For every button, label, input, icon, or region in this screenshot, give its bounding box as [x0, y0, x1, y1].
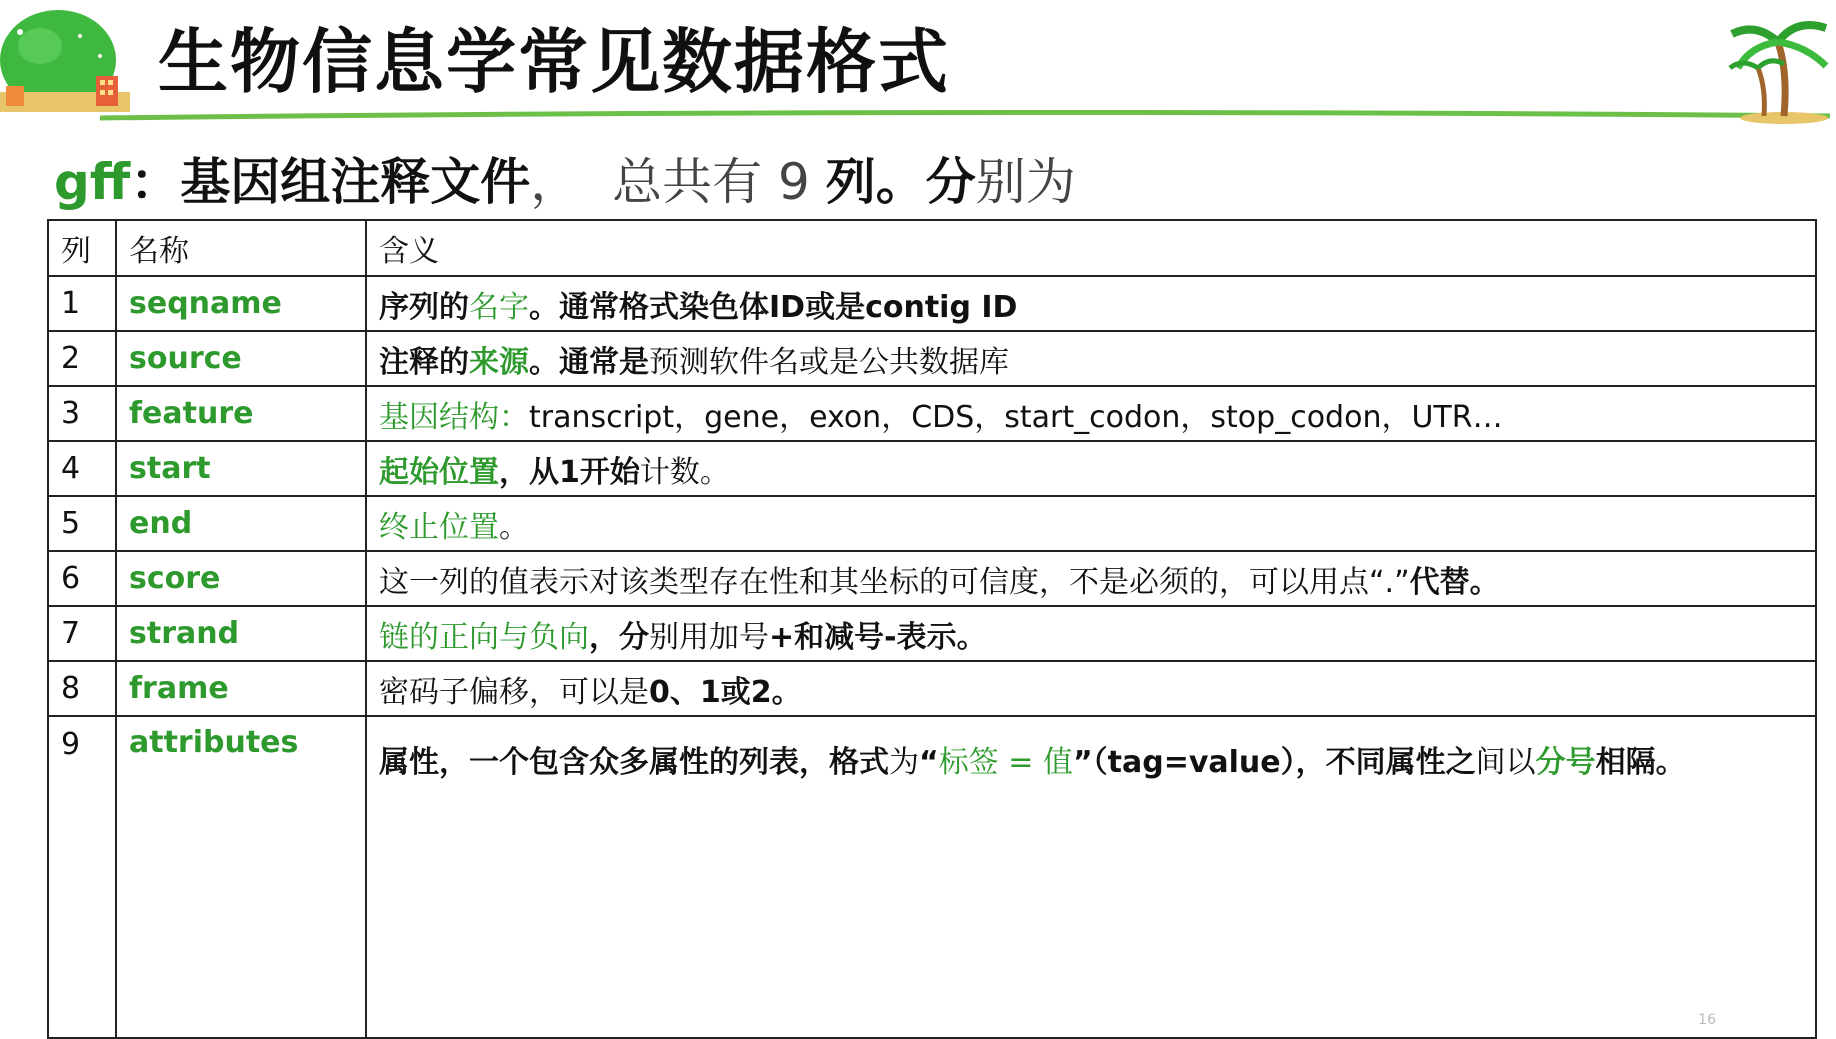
field-name: frame [116, 661, 366, 716]
row-number: 2 [48, 331, 116, 386]
field-meaning: 序列的名字。通常格式染色体ID或是contig ID [366, 276, 1816, 331]
table-header-row [48, 220, 1816, 276]
row-number: 8 [48, 661, 116, 716]
format-description: 基因组注释文件 [180, 153, 531, 211]
row-number: 9 [48, 716, 116, 1038]
field-meaning: 基因结构：transcript，gene，exon，CDS，start_codon，stop_codon，UTR… [366, 386, 1816, 441]
field-name: attributes [116, 716, 366, 1038]
field-name: source [116, 331, 366, 386]
island-logo-icon [0, 6, 130, 112]
field-name: end [116, 496, 366, 551]
row-number: 6 [48, 551, 116, 606]
header-name: 名称 [116, 220, 366, 276]
field-meaning: 链的正向与负向，分别用加号+和减号-表示。 [366, 606, 1816, 661]
field-meaning: 注释的来源。通常是预测软件名或是公共数据库 [366, 331, 1816, 386]
palm-tree-icon [1726, 12, 1836, 124]
table-row [48, 441, 1816, 496]
table-row [48, 661, 1816, 716]
row-number: 1 [48, 276, 116, 331]
field-meaning: 起始位置，从1开始计数。 [366, 441, 1816, 496]
format-keyword: gff [54, 153, 131, 211]
row-number: 5 [48, 496, 116, 551]
field-meaning: 这一列的值表示对该类型存在性和其坐标的可信度，不是必须的，可以用点“.”代替。 [366, 551, 1816, 606]
table-row [48, 716, 1816, 1038]
field-name: feature [116, 386, 366, 441]
page-title: 生物信息学常见数据格式 [158, 21, 950, 103]
field-meaning: 终止位置。 [366, 496, 1816, 551]
row-number: 7 [48, 606, 116, 661]
header-meaning: 含义 [366, 220, 1816, 276]
field-name: score [116, 551, 366, 606]
row-number: 3 [48, 386, 116, 441]
table-row [48, 496, 1816, 551]
subtitle: gff：基因组注释文件， 总共有 9 列。分别为 [54, 153, 1076, 211]
field-meaning: 属性，一个包含众多属性的列表，格式为“标签 = 值”（tag=value），不同属性之间以分号相隔。 [366, 716, 1816, 1038]
table-row [48, 386, 1816, 441]
row-number: 4 [48, 441, 116, 496]
field-name: start [116, 441, 366, 496]
field-name: seqname [116, 276, 366, 331]
field-meaning: 密码子偏移，可以是0、1或2。 [366, 661, 1816, 716]
table-row [48, 551, 1816, 606]
table-row [48, 276, 1816, 331]
title-underline [100, 108, 1830, 122]
page-number: 16 [1698, 1012, 1716, 1028]
table-row [48, 331, 1816, 386]
column-count: 9 [778, 153, 810, 211]
table-row [48, 606, 1816, 661]
field-name: strand [116, 606, 366, 661]
header-column: 列 [48, 220, 116, 276]
gff-columns-table [47, 219, 1817, 1039]
